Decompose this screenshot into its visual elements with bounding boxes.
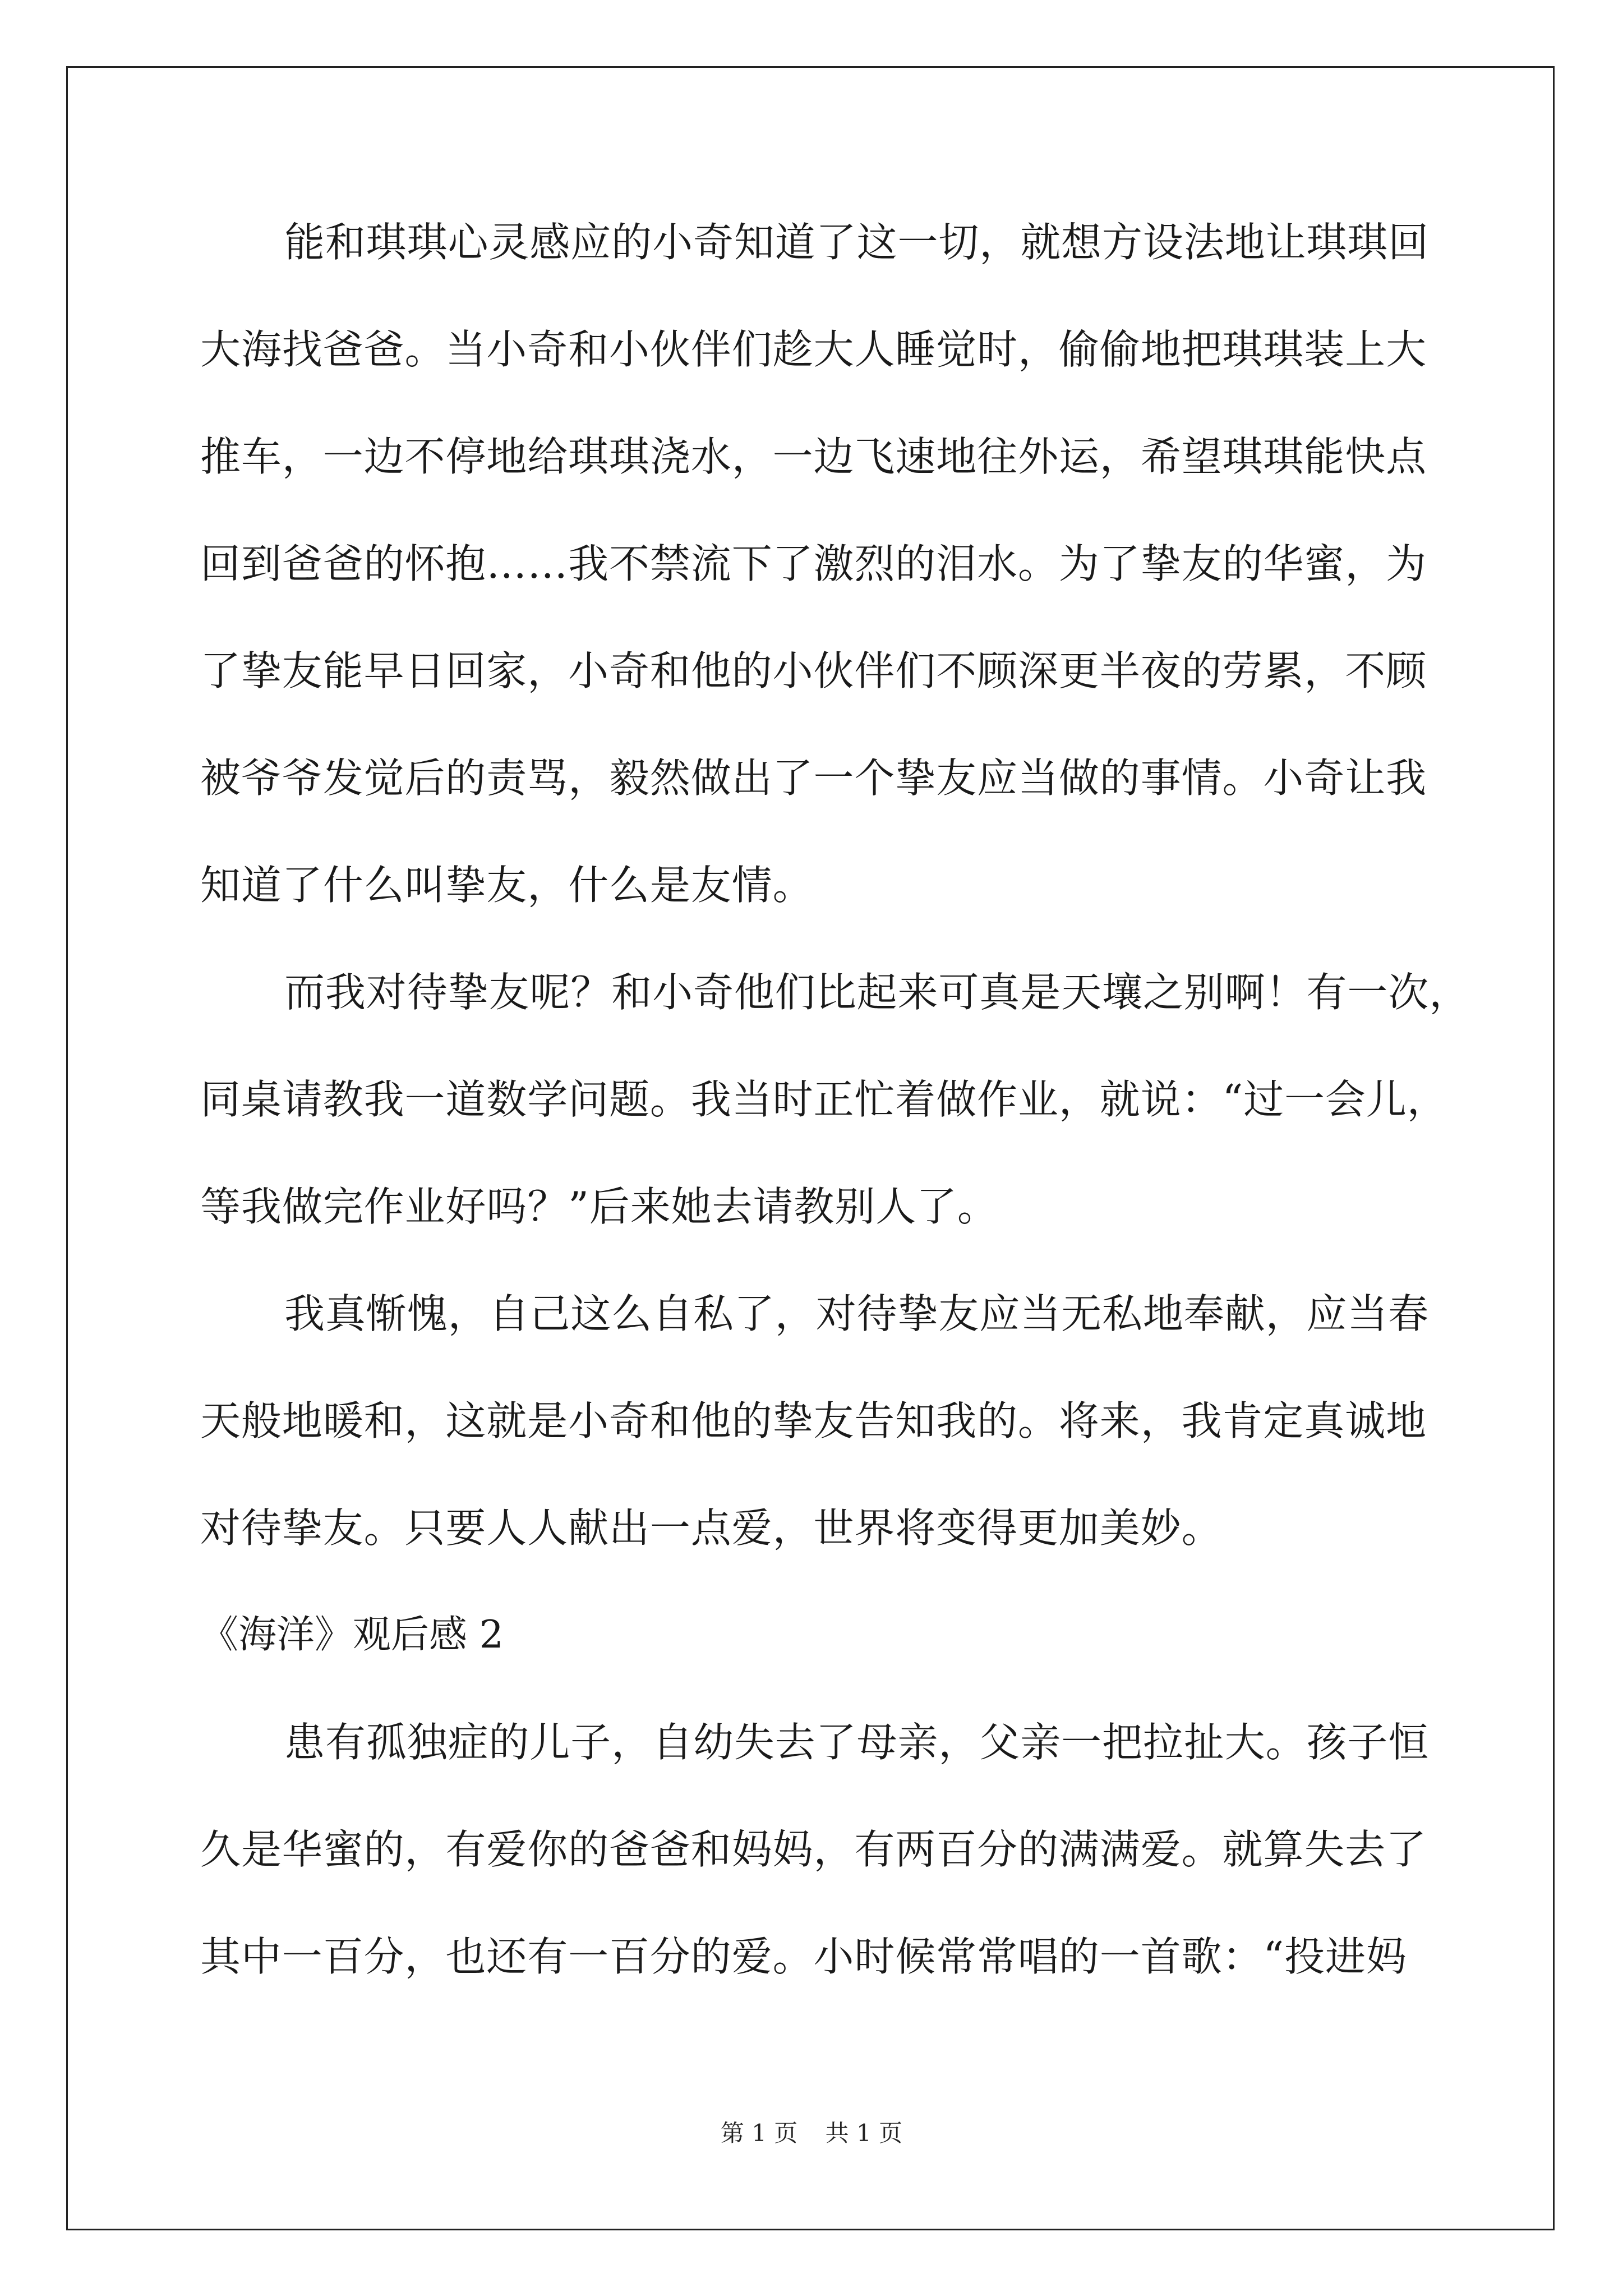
- page-total: 共 1 页: [825, 2119, 903, 2147]
- page-number: 第 1 页: [720, 2119, 798, 2147]
- paragraph-line: 而我对待挚友呢？和小奇他们比起来可真是天壤之别啊！有一次，: [284, 969, 1470, 1016]
- paragraph-line: 知道了什么叫挚友，什么是友情。: [200, 862, 814, 909]
- paragraph-line: 其中一百分，也还有一百分的爱。小时候常常唱的一首歌：“投进妈: [200, 1933, 1407, 1980]
- paragraph-line: 患有孤独症的儿子，自幼失去了母亲，父亲一把拉扯大。孩子恒: [284, 1719, 1430, 1766]
- paragraph-line: 我真惭愧，自己这么自私了，对待挚友应当无私地奉献，应当春: [284, 1290, 1430, 1337]
- paragraph-line: 等我做完作业好吗？”后来她去请教别人了。: [200, 1183, 998, 1230]
- paragraph-line: 对待挚友。只要人人献出一点爱，世界将变得更加美妙。: [200, 1504, 1223, 1552]
- paragraph-line: 久是华蜜的，有爱你的爸爸和妈妈，有两百分的满满爱。就算失去了: [200, 1826, 1427, 1873]
- page-footer: [0, 2116, 1623, 2150]
- paragraph-line: 能和琪琪心灵感应的小奇知道了这一切，就想方设法地让琪琪回: [284, 219, 1430, 266]
- paragraph-line: 同桌请教我一道数学问题。我当时正忙着做作业，就说：“过一会儿，: [200, 1076, 1448, 1123]
- section-heading: 《海洋》观后感 2: [200, 1613, 504, 1657]
- paragraph-line: 被爷爷发觉后的责骂，毅然做出了一个挚友应当做的事情。小奇让我: [200, 754, 1427, 802]
- page-border: [66, 66, 1555, 2230]
- paragraph-line: 大海找爸爸。当小奇和小伙伴们趁大人睡觉时，偷偷地把琪琪装上大: [200, 326, 1427, 373]
- paragraph-line: 回到爸爸的怀抱……我不禁流下了激烈的泪水。为了挚友的华蜜，为: [200, 540, 1427, 587]
- paragraph-line: 天般地暖和，这就是小奇和他的挚友告知我的。将来，我肯定真诚地: [200, 1397, 1427, 1444]
- paragraph-line: 推车，一边不停地给琪琪浇水，一边飞速地往外运，希望琪琪能快点: [200, 433, 1427, 480]
- paragraph-line: 了挚友能早日回家，小奇和他的小伙伴们不顾深更半夜的劳累，不顾: [200, 647, 1427, 694]
